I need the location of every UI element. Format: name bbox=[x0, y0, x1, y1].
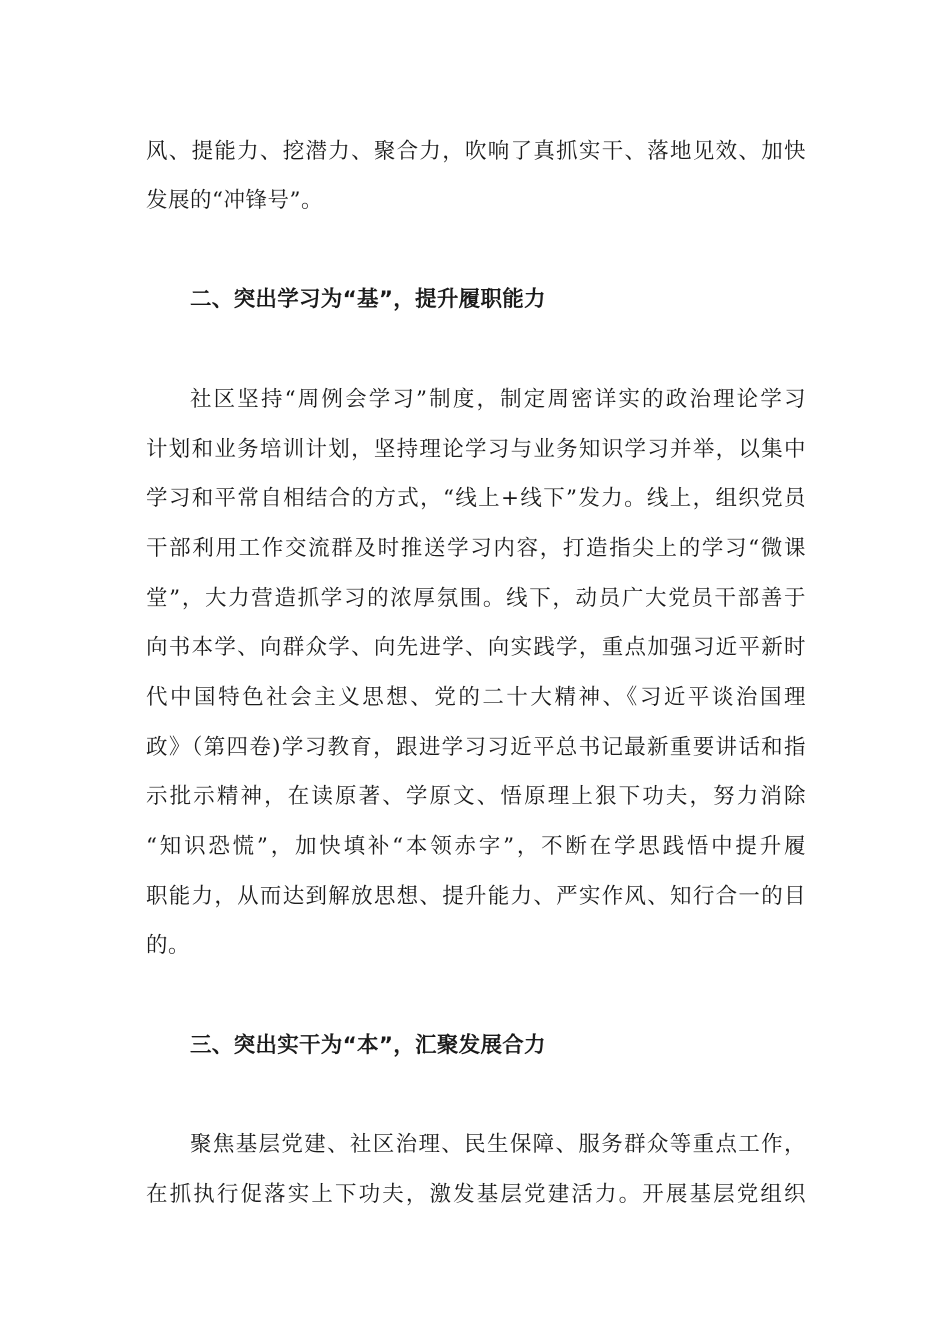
text-line: 政》（第四卷)学习教育，跟进学习习近平总书记最新重要讲话和指 bbox=[146, 735, 806, 760]
text-line: 学习和平常自相结合的方式，“线上+线下”发力。线上，组织党员 bbox=[146, 486, 806, 511]
text-line: 示批示精神，在读原著、学原文、悟原理上狠下功夫，努力消除 bbox=[146, 784, 806, 809]
section-heading: 三、突出实干为“本”，汇聚发展合力 bbox=[190, 1033, 546, 1058]
text-line: 的。 bbox=[146, 933, 191, 958]
text-line: 代中国特色社会主义思想、党的二十大精神、《习近平谈治国理 bbox=[146, 685, 806, 710]
text-line: 社区坚持“周例会学习”制度，制定周密详实的政治理论学习 bbox=[190, 387, 806, 412]
text-line: 堂”，大力营造抓学习的浓厚氛围。线下，动员广大党员干部善于 bbox=[146, 586, 806, 611]
text-line: 在抓执行促落实上下功夫，激发基层党建活力。开展基层党组织 bbox=[146, 1182, 806, 1207]
text-line: 干部利用工作交流群及时推送学习内容，打造指尖上的学习“微课 bbox=[146, 536, 806, 561]
text-line: 风、提能力、挖潜力、聚合力，吹响了真抓实干、落地见效、加快 bbox=[146, 139, 806, 164]
text-line: 发展的“冲锋号”。 bbox=[146, 188, 323, 213]
text-line: “知识恐慌”，加快填补“本领赤字”，不断在学思践悟中提升履 bbox=[146, 834, 806, 859]
section-heading: 二、突出学习为“基”，提升履职能力 bbox=[190, 287, 546, 312]
text-line: 向书本学、向群众学、向先进学、向实践学，重点加强习近平新时 bbox=[146, 635, 806, 660]
text-line: 聚焦基层党建、社区治理、民生保障、服务群众等重点工作， bbox=[190, 1132, 806, 1157]
text-line: 职能力，从而达到解放思想、提升能力、严实作风、知行合一的目 bbox=[146, 884, 806, 909]
text-line: 计划和业务培训计划，坚持理论学习与业务知识学习并举，以集中 bbox=[146, 437, 806, 462]
